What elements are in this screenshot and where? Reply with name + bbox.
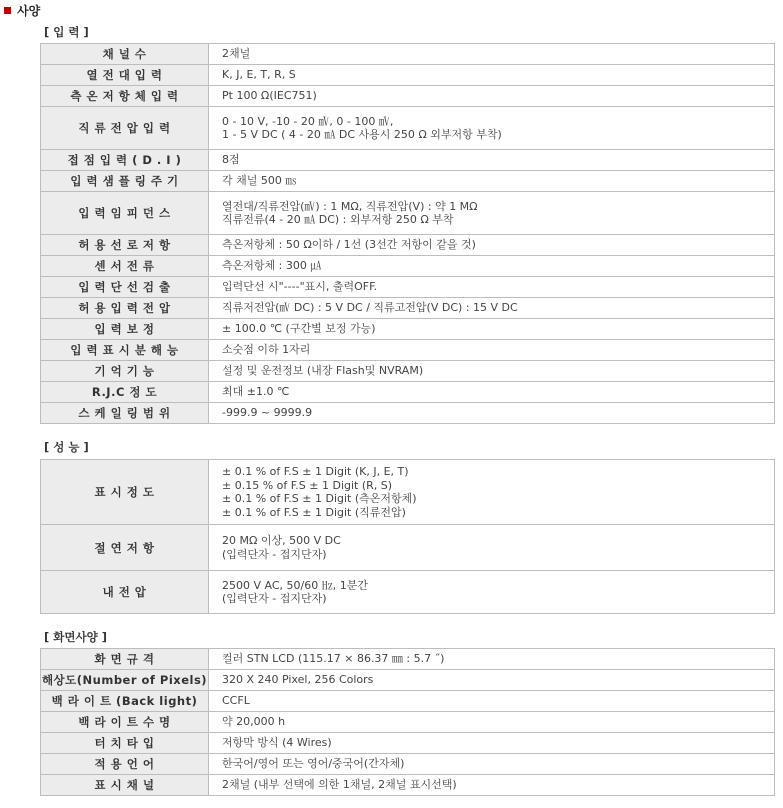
spec-value-line: 320 X 240 Pixel, 256 Colors (222, 673, 374, 687)
spec-value-line: Pt 100 Ω(IEC751) (222, 89, 317, 103)
spec-label: 측 온 저 항 체 입 력 (41, 86, 209, 107)
spec-row (41, 382, 775, 403)
spec-value-line: (입력단자 - 접지단자) (222, 592, 327, 605)
spec-row (41, 171, 775, 192)
spec-value (209, 691, 775, 712)
performance-spec-table (40, 459, 775, 614)
section-title-input: [ 입 력 ] (44, 25, 89, 39)
spec-label: 접 점 입 력 ( D . I ) (41, 150, 209, 171)
spec-value (209, 65, 775, 86)
bullet-square-icon (4, 7, 11, 14)
spec-value (209, 571, 775, 614)
spec-value-line: 저항막 방식 (4 Wires) (222, 736, 332, 750)
spec-label: 해상도(Number of Pixels) (41, 670, 209, 691)
spec-value (209, 733, 775, 754)
spec-label: 입 력 표 시 분 해 능 (41, 340, 209, 361)
spec-row (41, 712, 775, 733)
spec-value-line: 측온저항체 : 300 ㎂ (222, 259, 322, 273)
spec-value (209, 256, 775, 277)
display-spec-table (40, 648, 775, 796)
spec-row (41, 150, 775, 171)
spec-row (41, 775, 775, 796)
spec-value-line: 측온저항체 : 50 Ω이하 / 1선 (3선간 저항이 같을 것) (222, 238, 476, 252)
spec-value-line: 최대 ±1.0 ℃ (222, 385, 290, 399)
spec-value-line: ± 0.1 % of F.S ± 1 Digit (K, J, E, T) (222, 465, 409, 478)
spec-label: 백 라 이 트 수 명 (41, 712, 209, 733)
spec-label: 허 용 입 력 전 압 (41, 298, 209, 319)
spec-value (209, 150, 775, 171)
spec-value (209, 460, 775, 525)
spec-value-line: -999.9 ~ 9999.9 (222, 406, 313, 420)
spec-row (41, 65, 775, 86)
input-spec-table (40, 43, 775, 424)
spec-value (209, 44, 775, 65)
spec-label: 적 용 언 어 (41, 754, 209, 775)
spec-row (41, 340, 775, 361)
spec-value (209, 525, 775, 571)
spec-value (209, 319, 775, 340)
spec-value (209, 171, 775, 192)
spec-label: 절 연 저 항 (41, 525, 209, 571)
spec-label: 내 전 압 (41, 571, 209, 614)
spec-value (209, 712, 775, 733)
spec-value (209, 775, 775, 796)
spec-value-line: 약 20,000 h (222, 715, 286, 729)
spec-value (209, 649, 775, 670)
spec-value (209, 670, 775, 691)
spec-row (41, 403, 775, 424)
spec-label: 백 라 이 트 (Back light) (41, 691, 209, 712)
spec-label: 입 력 단 선 검 출 (41, 277, 209, 298)
spec-row (41, 691, 775, 712)
spec-value-line: (입력단자 - 접지단자) (222, 547, 327, 561)
spec-value-line: 컬러 STN LCD (115.17 × 86.37 ㎜ : 5.7 ˝) (222, 652, 445, 666)
spec-value-line: 각 채널 500 ㎳ (222, 174, 297, 188)
spec-value-line: 2채널 (222, 47, 251, 61)
spec-value-line: CCFL (222, 694, 250, 708)
spec-label: 기 억 기 능 (41, 361, 209, 382)
spec-row (41, 754, 775, 775)
spec-label: 스 케 일 링 범 위 (41, 403, 209, 424)
spec-label: 센 서 전 류 (41, 256, 209, 277)
spec-value (209, 86, 775, 107)
page-title: 사양 (17, 3, 41, 18)
spec-label: 표 시 정 도 (41, 460, 209, 525)
spec-label: 입 력 샘 플 링 주 기 (41, 171, 209, 192)
spec-value-line: ± 100.0 ℃ (구간별 보정 가능) (222, 322, 376, 336)
spec-label: 허 용 선 로 저 항 (41, 235, 209, 256)
spec-value-line: 8점 (222, 153, 240, 167)
spec-row (41, 460, 775, 525)
spec-value (209, 192, 775, 235)
spec-value-line: ± 0.1 % of F.S ± 1 Digit (측온저항체) (222, 492, 417, 505)
spec-row (41, 44, 775, 65)
spec-value-line: 열전대/직류전압(㎷) : 1 MΩ, 직류전압(V) : 약 1 MΩ (222, 199, 478, 213)
spec-value-line: 20 MΩ 이상, 500 V DC (222, 534, 341, 547)
spec-row (41, 361, 775, 382)
spec-value-line: 직류전류(4 - 20 ㎃ DC) : 외부저항 250 Ω 부착 (222, 213, 454, 226)
spec-row (41, 235, 775, 256)
spec-row (41, 298, 775, 319)
spec-label: 열 전 대 입 력 (41, 65, 209, 86)
spec-row (41, 670, 775, 691)
spec-value-line: 설정 및 운전정보 (내장 Flash및 NVRAM) (222, 364, 424, 378)
spec-value (209, 107, 775, 150)
spec-value-line: 한국어/영어 또는 영어/중국어(간자체) (222, 757, 405, 771)
spec-row (41, 525, 775, 571)
spec-label: R.J.C 정 도 (41, 382, 209, 403)
page-heading (4, 2, 40, 18)
spec-value-line: 2채널 (내부 선택에 의한 1채널, 2채널 표시선택) (222, 778, 457, 792)
spec-row (41, 86, 775, 107)
spec-value (209, 361, 775, 382)
spec-value-line: 0 - 10 V, -10 - 20 ㎷, 0 - 100 ㎷, (222, 114, 394, 128)
spec-value-line: ± 0.15 % of F.S ± 1 Digit (R, S) (222, 478, 393, 492)
spec-value (209, 403, 775, 424)
spec-value-line: 직류저전압(㎷ DC) : 5 V DC / 직류고전압(V DC) : 15 V DC (222, 301, 518, 315)
spec-value-line: 2500 V AC, 50/60 ㎐, 1분간 (222, 578, 368, 592)
spec-label: 터 치 타 입 (41, 733, 209, 754)
spec-label: 입 력 임 피 던 스 (41, 192, 209, 235)
spec-label: 입 력 보 정 (41, 319, 209, 340)
section-title-performance: [ 성 능 ] (44, 440, 89, 454)
spec-label: 채 널 수 (41, 44, 209, 65)
spec-row (41, 319, 775, 340)
spec-label: 표 시 채 널 (41, 775, 209, 796)
section-title-display: [ 화면사양 ] (44, 630, 107, 644)
spec-value (209, 754, 775, 775)
spec-label: 직 류 전 압 입 력 (41, 107, 209, 150)
spec-value (209, 298, 775, 319)
spec-value-line: 소숫점 이하 1자리 (222, 343, 311, 357)
spec-row (41, 571, 775, 614)
spec-row (41, 277, 775, 298)
spec-row (41, 649, 775, 670)
spec-value (209, 277, 775, 298)
spec-row (41, 192, 775, 235)
spec-value (209, 235, 775, 256)
spec-value (209, 340, 775, 361)
spec-value-line: ± 0.1 % of F.S ± 1 Digit (직류전압) (222, 505, 406, 519)
spec-label: 화 면 규 격 (41, 649, 209, 670)
spec-value-line: 입력단선 시"----"표시, 출력OFF. (222, 280, 378, 294)
spec-value-line: 1 - 5 V DC ( 4 - 20 ㎃ DC 사용시 250 Ω 외부저항 부착) (222, 128, 502, 141)
spec-row (41, 733, 775, 754)
spec-value-line: K, J, E, T, R, S (222, 68, 296, 82)
spec-row (41, 107, 775, 150)
spec-value (209, 382, 775, 403)
spec-row (41, 256, 775, 277)
